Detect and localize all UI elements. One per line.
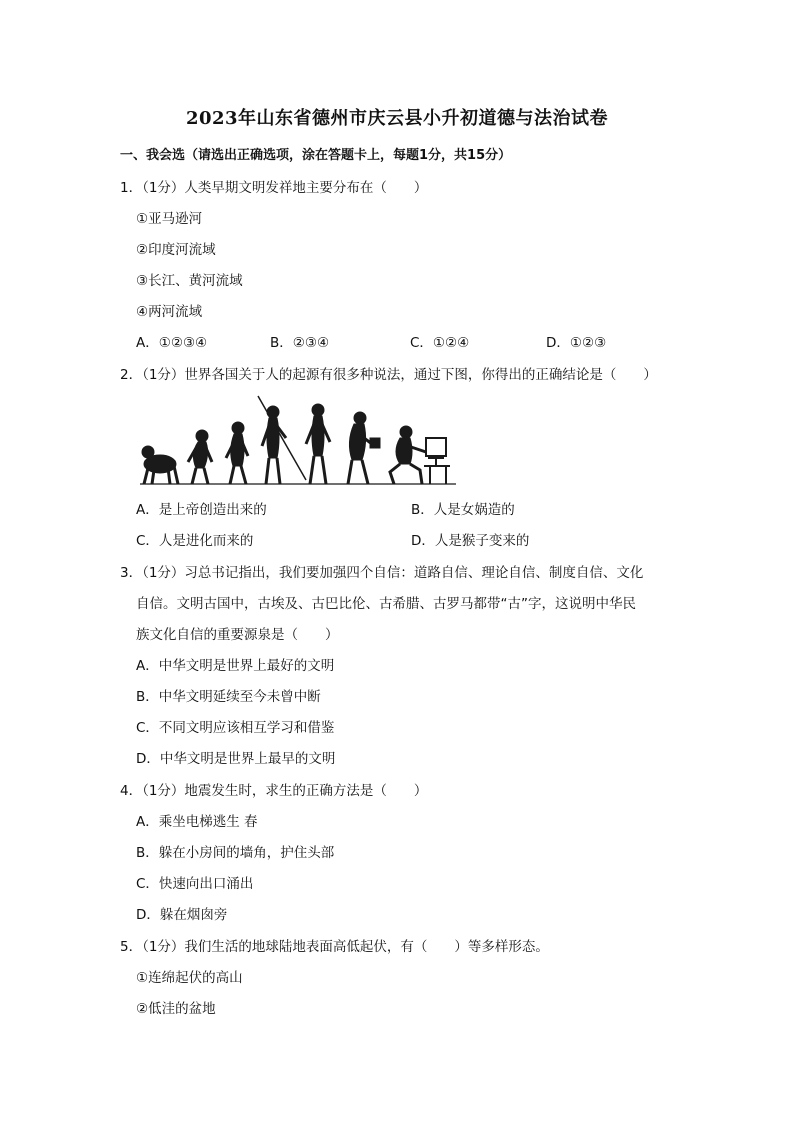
q1-choice-d: D．①②③ <box>546 335 607 351</box>
q4-choice-b: B．躲在小房间的墙角，护住头部 <box>136 845 335 861</box>
q3-choice-a: A．中华文明是世界上最好的文明 <box>136 658 335 674</box>
evolution-figure-6 <box>348 412 380 484</box>
question-5-stem: 5．（1分）我们生活的地球陆地表面高低起伏，有（ ）等多样形态。 <box>120 939 549 955</box>
q5-item-1: ①连绵起伏的高山 <box>136 970 243 986</box>
page-title: 2023年山东省德州市庆云县小升初道德与法治试卷 <box>185 108 609 129</box>
evolution-figure-5 <box>306 404 330 484</box>
q1-item-3: ③长江、黄河流域 <box>136 273 243 289</box>
q2-choice-d: D．人是猴子变来的 <box>411 533 530 549</box>
section-heading: 一、我会选（请选出正确选项，涂在答题卡上，每题1分，共15分） <box>120 148 512 163</box>
q3-choice-b: B．中华文明延续至今未曾中断 <box>136 689 321 705</box>
evolution-figure-1 <box>142 446 178 484</box>
evolution-figure-7 <box>390 426 450 484</box>
evolution-figure-2 <box>188 430 212 484</box>
q2-choice-a: A．是上帝创造出来的 <box>136 502 267 518</box>
q3-choice-d: D．中华文明是世界上最早的文明 <box>136 751 336 767</box>
q1-choice-c: C．①②④ <box>410 335 470 351</box>
q1-item-4: ④两河流域 <box>136 304 203 320</box>
q2-choice-b: B．人是女娲造的 <box>411 502 515 518</box>
question-3-stem-line-1: 3．（1分）习总书记指出，我们要加强四个自信：道路自信、理论自信、制度自信、文化 <box>120 565 644 581</box>
evolution-figure-4 <box>258 396 306 484</box>
evolution-figure-3 <box>226 422 248 484</box>
q4-choice-a: A．乘坐电梯逃生 春 <box>136 814 258 830</box>
q4-choice-d: D．躲在烟囱旁 <box>136 907 228 923</box>
question-4-stem: 4．（1分）地震发生时，求生的正确方法是（ ） <box>120 783 428 799</box>
question-2-stem: 2．（1分）世界各国关于人的起源有很多种说法，通过下图，你得出的正确结论是（ ） <box>120 367 657 383</box>
question-3-stem-line-2: 自信。文明古国中，古埃及、古巴比伦、古希腊、古罗马都带“古”字，这说明中华民 <box>136 596 636 612</box>
question-1-stem: 1．（1分）人类早期文明发祥地主要分布在（ ） <box>120 180 428 196</box>
question-3-stem-line-3: 族文化自信的重要源泉是（ ） <box>136 627 339 643</box>
q1-choice-b: B．②③④ <box>270 335 330 351</box>
q3-choice-c: C．不同文明应该相互学习和借鉴 <box>136 720 335 736</box>
q1-choice-a: A．①②③④ <box>136 335 208 351</box>
q5-item-2: ②低洼的盆地 <box>136 1001 216 1017</box>
q1-item-2: ②印度河流域 <box>136 242 216 258</box>
q2-choice-c: C．人是进化而来的 <box>136 533 254 549</box>
q4-choice-c: C．快速向出口涌出 <box>136 876 254 892</box>
human-evolution-figure <box>138 392 458 488</box>
q1-item-1: ①亚马逊河 <box>136 211 203 227</box>
